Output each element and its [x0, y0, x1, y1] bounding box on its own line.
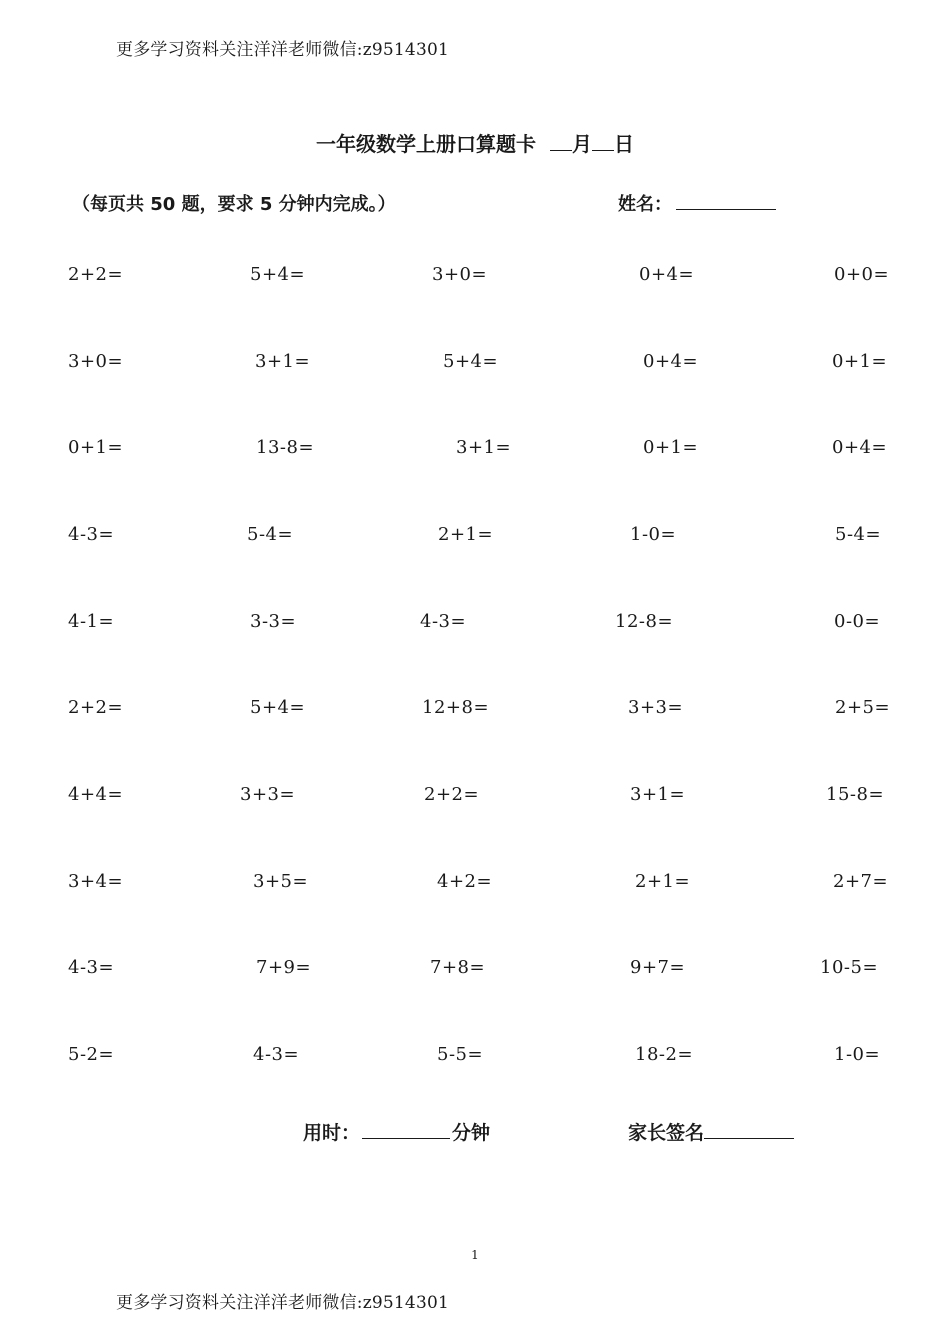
math-problem: 12+8= [422, 697, 490, 718]
watermark-bottom: 更多学习资料关注洋洋老师微信:z9514301 [116, 1293, 449, 1313]
parent-signature-label: 家长签名 [628, 1122, 705, 1144]
math-problem: 3+0= [432, 264, 488, 285]
math-problem: 5-5= [437, 1044, 484, 1065]
math-problem: 4-1= [68, 611, 115, 632]
time-label: 用时： [303, 1122, 361, 1144]
math-problem: 0+4= [832, 437, 888, 458]
math-problem: 4+2= [437, 871, 493, 892]
math-problem: 3+4= [68, 871, 124, 892]
math-problem: 0-0= [834, 611, 881, 632]
math-problem: 3+5= [253, 871, 309, 892]
math-problem: 3+3= [240, 784, 296, 805]
math-problem: 4+4= [68, 784, 124, 805]
math-problem: 4-3= [68, 524, 115, 545]
math-problem: 0+4= [639, 264, 695, 285]
math-problem: 0+1= [832, 351, 888, 372]
parent-signature-blank[interactable] [704, 1137, 794, 1139]
day-label: 日 [614, 132, 634, 156]
math-problem: 10-5= [820, 957, 879, 978]
math-problem: 3+1= [255, 351, 311, 372]
math-problem: 1-0= [834, 1044, 881, 1065]
math-problem: 5-4= [247, 524, 294, 545]
math-problem: 0+0= [834, 264, 890, 285]
math-problem: 2+1= [635, 871, 691, 892]
math-problem: 5+4= [443, 351, 499, 372]
instructions: （每页共 50 题，要求 5 分钟内完成。） [72, 194, 396, 215]
math-problem: 15-8= [826, 784, 885, 805]
math-problem: 0+1= [643, 437, 699, 458]
parent-signature-field [628, 1118, 794, 1145]
math-problem: 4-3= [68, 957, 115, 978]
math-problem: 4-3= [420, 611, 467, 632]
math-problem: 0+1= [68, 437, 124, 458]
math-problem: 2+7= [833, 871, 889, 892]
math-problem: 5+4= [250, 697, 306, 718]
math-problem: 12-8= [615, 611, 674, 632]
day-blank [592, 149, 614, 151]
math-problem: 2+2= [68, 697, 124, 718]
page-number: 1 [471, 1248, 479, 1262]
month-label: 月 [572, 132, 592, 156]
math-problem: 7+8= [430, 957, 486, 978]
math-problem: 5-2= [68, 1044, 115, 1065]
math-problem: 3-3= [250, 611, 297, 632]
time-unit: 分钟 [452, 1122, 491, 1144]
math-problem: 3+1= [456, 437, 512, 458]
math-problem: 2+2= [424, 784, 480, 805]
title-text: 一年级数学上册口算题卡 [316, 132, 536, 156]
math-problem: 18-2= [635, 1044, 694, 1065]
math-problem: 5+4= [250, 264, 306, 285]
math-problem: 9+7= [630, 957, 686, 978]
watermark-top: 更多学习资料关注洋洋老师微信:z9514301 [116, 40, 449, 60]
name-blank[interactable] [676, 208, 776, 210]
name-label: 姓名： [618, 194, 672, 215]
math-problem: 5-4= [835, 524, 882, 545]
math-problem: 3+0= [68, 351, 124, 372]
worksheet-title [0, 128, 950, 157]
month-blank [550, 149, 572, 151]
math-problem: 3+3= [628, 697, 684, 718]
math-problem: 2+1= [438, 524, 494, 545]
time-blank[interactable] [362, 1137, 450, 1139]
name-field [618, 190, 776, 216]
math-problem: 2+2= [68, 264, 124, 285]
math-problem: 3+1= [630, 784, 686, 805]
math-problem: 4-3= [253, 1044, 300, 1065]
math-problem: 2+5= [835, 697, 891, 718]
time-field [303, 1118, 490, 1145]
math-problem: 13-8= [256, 437, 315, 458]
math-problem: 0+4= [643, 351, 699, 372]
math-problem: 7+9= [256, 957, 312, 978]
math-problem: 1-0= [630, 524, 677, 545]
